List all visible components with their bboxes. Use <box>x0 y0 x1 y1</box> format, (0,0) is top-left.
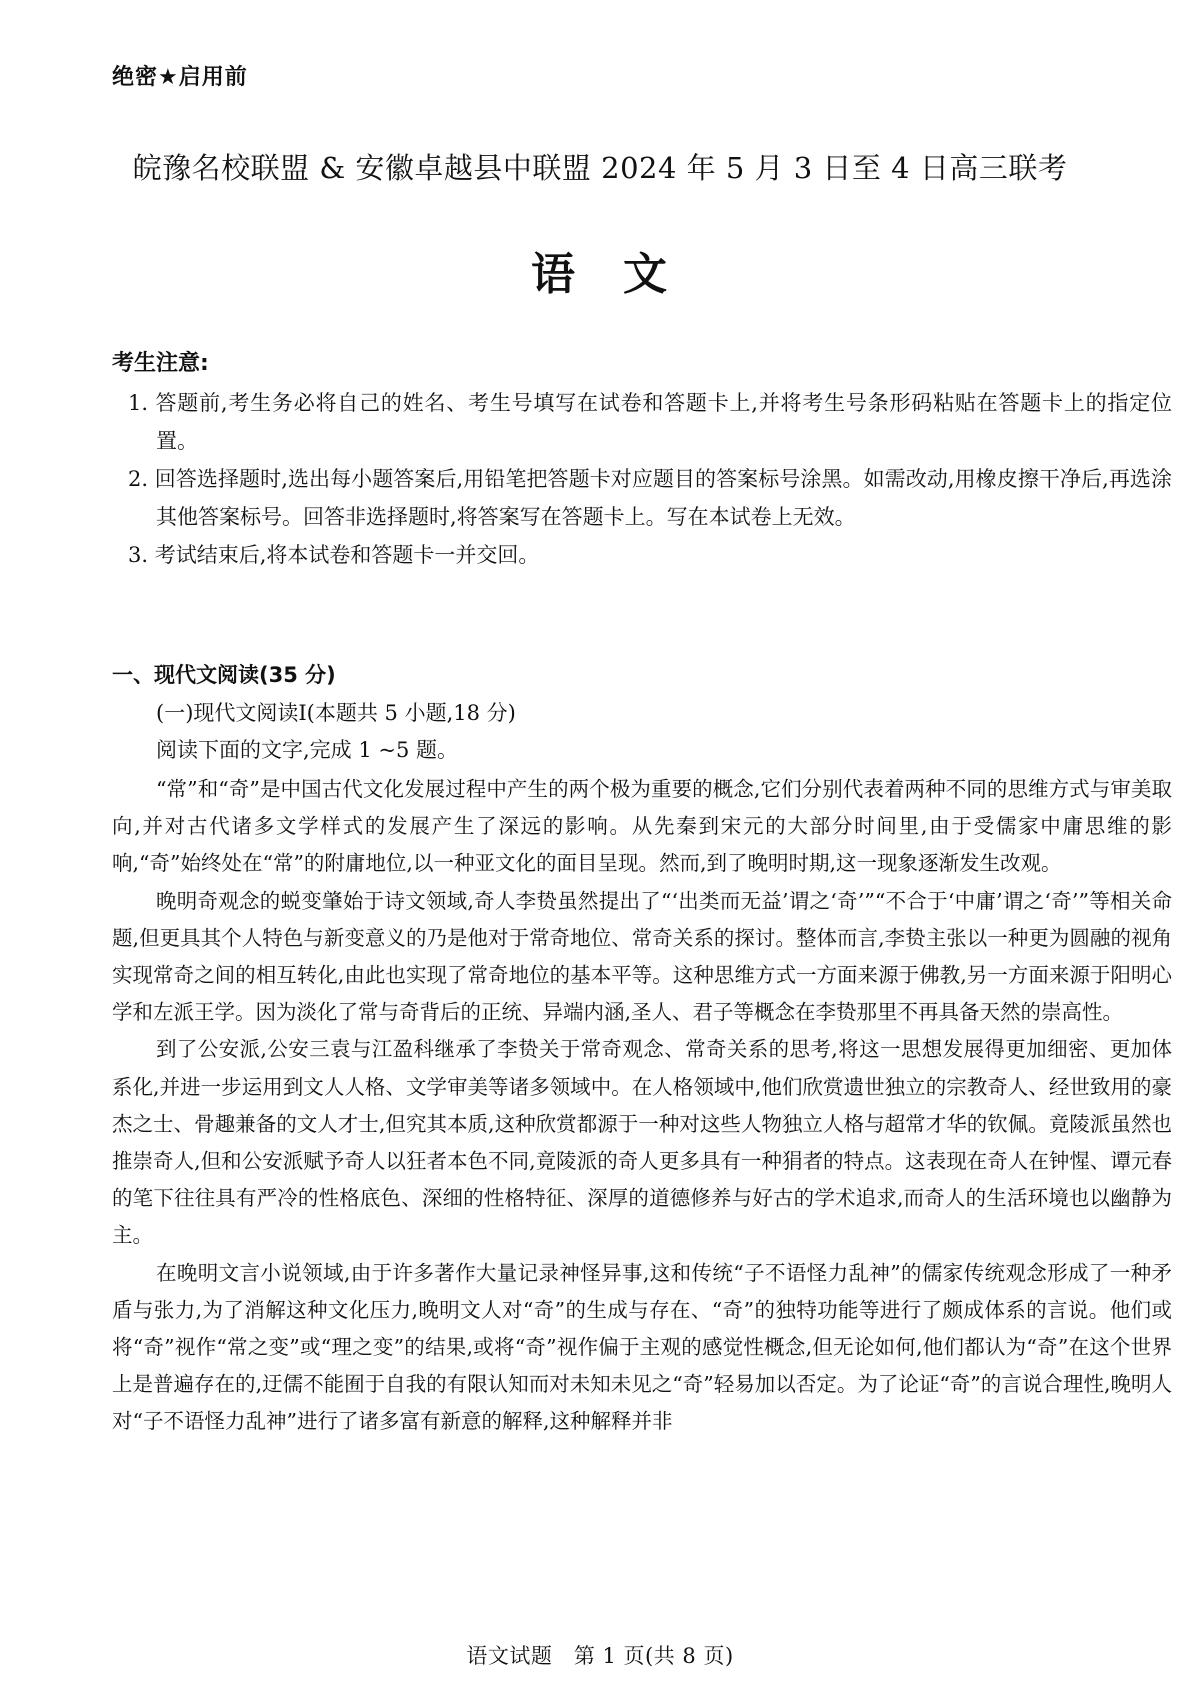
passage-paragraph: 晚明奇观念的蜕变肇始于诗文领域,奇人李贽虽然提出了“‘出类而无益’谓之‘奇’”“不合于‘中庸’谓之‘奇’”等相关命题,但更具其个人特色与新变意义的乃是他对于常奇地位、常奇关系的探讨。整体而言,李贽主张以一种更为圆融的视角实现常奇之间的相互转化,由此也实现了常奇地位的基本平等。这种思维方式一方面来源于佛教,另一方面来源于阳明心学和左派王学。因为淡化了常与奇背后的正统、异端内涵,圣人、君子等概念在李贽那里不再具备天然的崇高性。 <box>112 888 1172 1025</box>
notice-list <box>112 384 1172 574</box>
subsection-title: (一)现代文阅读Ⅰ(本题共 5 小题,18 分) <box>156 701 516 725</box>
passage-paragraph: “常”和“奇”是中国古代文化发展过程中产生的两个极为重要的概念,它们分别代表着两种不同的思维方式与审美取向,并对古代诸多文学样式的发展产生了深远的影响。从先秦到宋元的大部分时间里,由于受儒家中庸思维的影响,“奇”始终处在“常”的附庸地位,以一种亚文化的面目呈现。然而,到了晚明时期,这一现象逐渐发生改观。 <box>112 777 1172 876</box>
reading-passage <box>112 771 1172 1441</box>
section-title: 一、现代文阅读(35 分) <box>112 663 336 687</box>
reading-instruction: 阅读下面的文字,完成 1 ~5 题。 <box>156 738 459 762</box>
confidential-mark: 绝密★启用前 <box>112 65 248 90</box>
notice-item: 1. 答题前,考生务必将自己的姓名、考生号填写在试卷和答题卡上,并将考生号条形码粘贴在答题卡上的指定位置。 <box>128 391 1172 453</box>
passage-paragraph: 在晚明文言小说领域,由于许多著作大量记录神怪异事,这和传统“子不语怪力乱神”的儒家传统观念形成了一种矛盾与张力,为了消解这种文化压力,晚明文人对“奇”的生成与存在、“奇”的独特功能等进行了颇成体系的言说。他们或将“奇”视作“常之变”或“理之变”的结果,或将“奇”视作偏于主观的感觉性概念,但无论如何,他们都认为“奇”在这个世界上是普遍存在的,迂儒不能囿于自我的有限认知而对未知未见之“奇”轻易加以否定。为了论证“奇”的言说合理性,晚明人对“子不语怪力乱神”进行了诸多富有新意的解释,这种解释并非 <box>112 1260 1172 1434</box>
subject-title: 语 文 <box>531 249 669 300</box>
page-footer: 语文试题 第 1 页(共 8 页) <box>466 1644 734 1668</box>
notice-item: 3. 考试结束后,将本试卷和答题卡一并交回。 <box>128 543 540 567</box>
passage-paragraph: 到了公安派,公安三袁与江盈科继承了李贽关于常奇观念、常奇关系的思考,将这一思想发展得更加细密、更加体系化,并进一步运用到文人人格、文学审美等诸多领域中。在人格领域中,他们欣赏遗世独立的宗教奇人、经世致用的豪杰之士、骨趣兼备的文人才士,但究其本质,这种欣赏都源于一种对这些人物独立人格与超常才华的钦佩。竟陵派虽然也推崇奇人,但和公安派赋予奇人以狂者本色不同,竟陵派的奇人更多具有一种狷者的特点。这表现在奇人在钟惺、谭元春的笔下往往具有严冷的性格底色、深细的性格特征、深厚的道德修养与好古的学术追求,而奇人的生活环境也以幽静为主。 <box>112 1037 1172 1248</box>
notice-item: 2. 回答选择题时,选出每小题答案后,用铅笔把答题卡对应题目的答案标号涂黑。如需改动,用橡皮擦干净后,再选涂其他答案标号。回答非选择题时,将答案写在答题卡上。写在本试卷上无效。 <box>128 467 1172 529</box>
exam-title: 皖豫名校联盟 & 安徽卓越县中联盟 2024 年 5 月 3 日至 4 日高三联考 <box>132 151 1068 185</box>
notice-heading: 考生注意: <box>112 351 209 376</box>
